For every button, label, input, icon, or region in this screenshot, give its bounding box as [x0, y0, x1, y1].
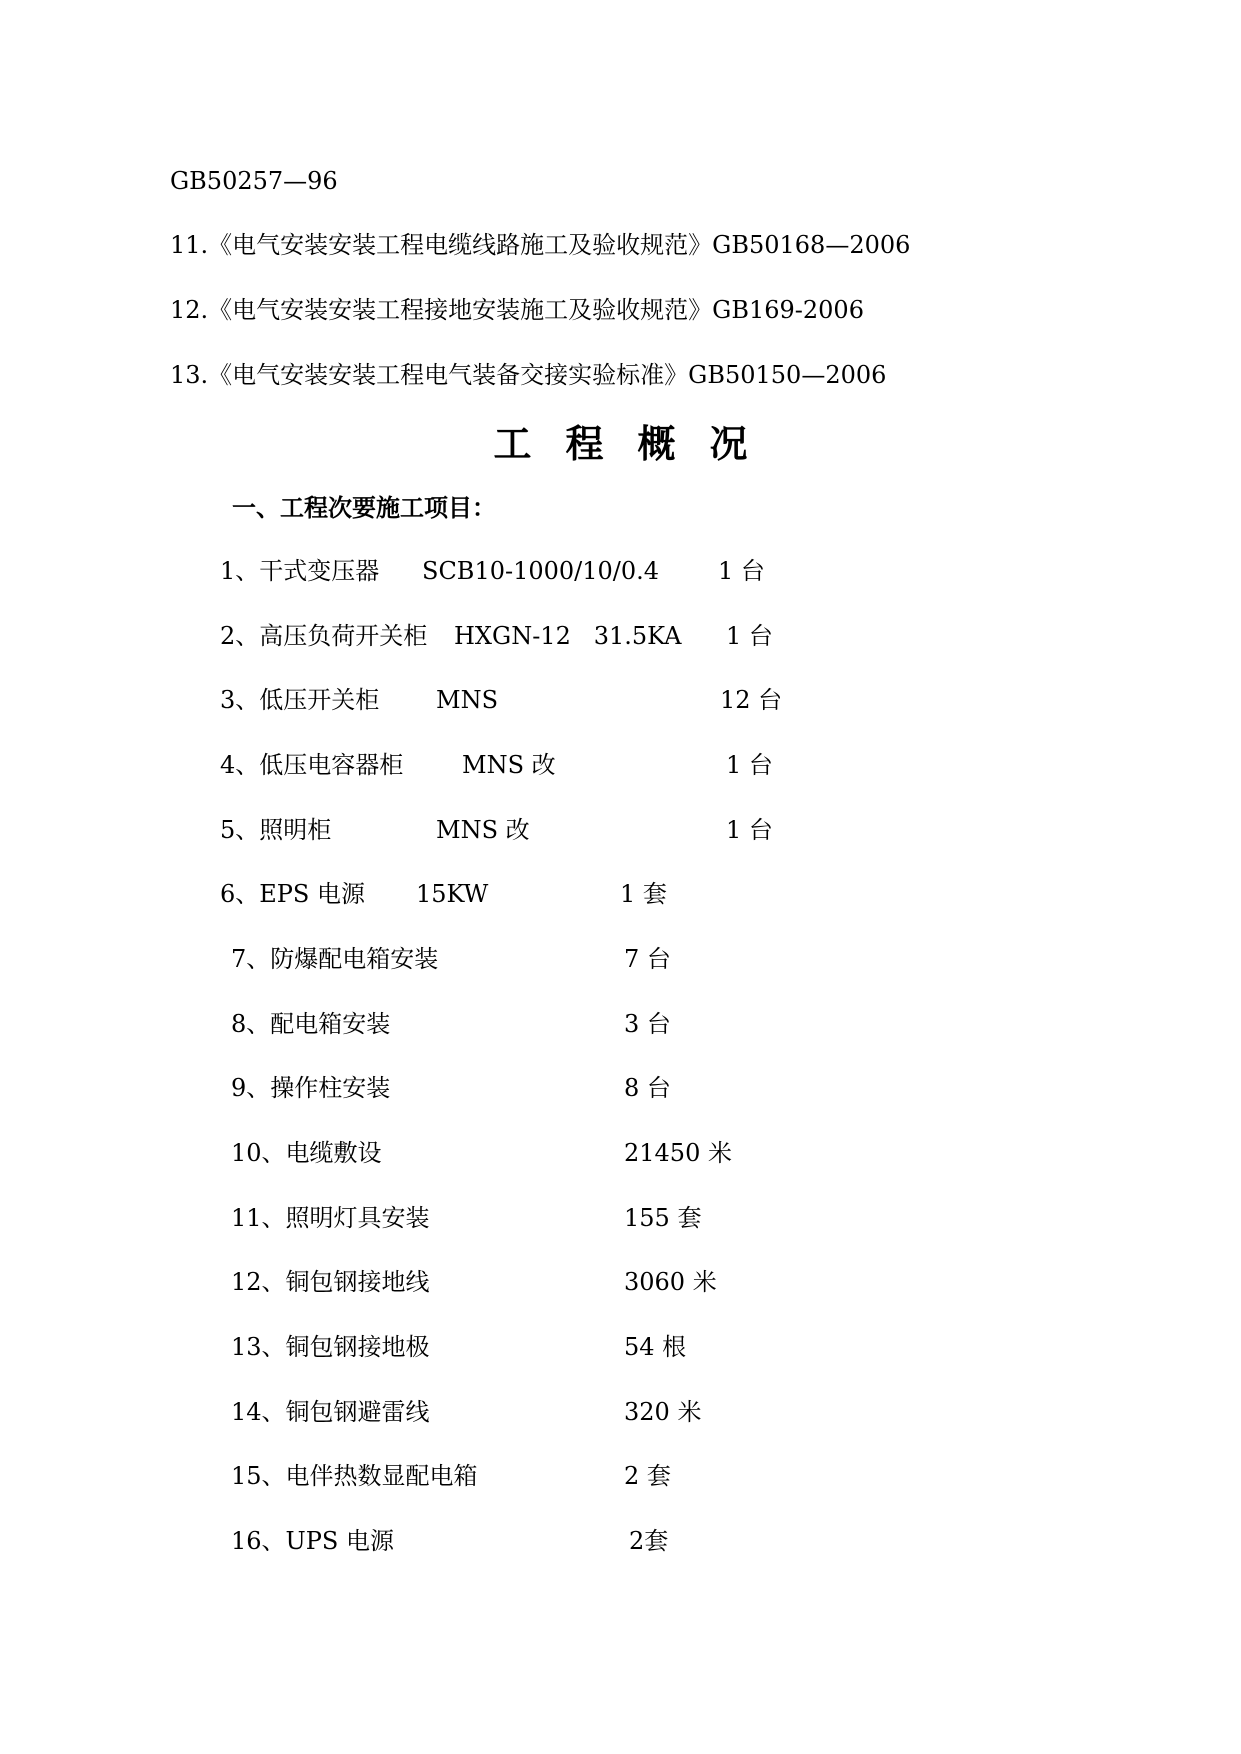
item-qty: 1 台 — [726, 622, 773, 650]
item-qty: 1 台 — [726, 816, 773, 844]
item-qty: 1 台 — [718, 557, 765, 585]
item-name: 2、高压负荷开关柜 — [220, 622, 428, 650]
item-name: 1、干式变压器 — [220, 557, 380, 585]
item-name: 16、UPS 电源 — [231, 1527, 394, 1555]
list-item — [220, 815, 773, 845]
item-qty: 2 套 — [624, 1462, 671, 1490]
standard-line-13: 13.《电气安装安装工程电气装备交接实验标准》GB50150—2006 — [170, 361, 887, 389]
list-item — [231, 1461, 671, 1491]
item-name: 10、电缆敷设 — [231, 1139, 382, 1167]
item-qty: 3 台 — [624, 1010, 671, 1038]
item-spec: MNS 改 — [436, 816, 530, 844]
item-name: 3、低压开关柜 — [220, 686, 380, 714]
item-qty: 3060 米 — [624, 1268, 717, 1296]
item-name: 6、EPS 电源 — [220, 880, 366, 908]
item-name: 4、低压电容器柜 — [220, 751, 404, 779]
item-name: 9、操作柱安装 — [231, 1074, 391, 1102]
item-qty: 320 米 — [624, 1398, 702, 1426]
item-name: 7、防爆配电箱安装 — [231, 945, 439, 973]
standard-line-gb50257: GB50257—96 — [170, 167, 338, 195]
list-item — [220, 556, 765, 586]
list-item — [231, 1526, 669, 1556]
standard-line-12: 12.《电气安装安装工程接地安装施工及验收规范》GB169-2006 — [170, 296, 864, 324]
item-spec: MNS — [436, 686, 499, 714]
list-item — [220, 879, 667, 909]
item-qty: 54 根 — [624, 1333, 687, 1361]
item-spec: SCB10-1000/10/0.4 — [422, 557, 660, 585]
item-qty: 1 台 — [726, 751, 773, 779]
item-qty: 7 台 — [624, 945, 671, 973]
page-title: 工程概况 — [493, 421, 782, 466]
list-item — [231, 1397, 702, 1427]
list-item — [231, 1203, 702, 1233]
item-qty: 8 台 — [624, 1074, 671, 1102]
list-item — [231, 1267, 717, 1297]
item-name: 14、铜包钢避雷线 — [231, 1398, 430, 1426]
list-item — [231, 1138, 732, 1168]
list-item — [231, 1332, 687, 1362]
item-qty: 21450 米 — [624, 1139, 732, 1167]
standard-line-11: 11.《电气安装安装工程电缆线路施工及验收规范》GB50168—2006 — [170, 231, 911, 259]
item-qty: 2套 — [629, 1527, 669, 1555]
item-name: 13、铜包钢接地极 — [231, 1333, 430, 1361]
item-qty: 1 套 — [620, 880, 667, 908]
section-heading: 一、工程次要施工项目： — [232, 493, 496, 522]
list-item — [220, 750, 773, 780]
list-item — [231, 944, 671, 974]
item-qty: 155 套 — [624, 1204, 702, 1232]
item-spec: MNS 改 — [462, 751, 556, 779]
list-item — [231, 1073, 671, 1103]
item-name: 8、配电箱安装 — [231, 1010, 391, 1038]
item-qty: 12 台 — [720, 686, 783, 714]
item-name: 12、铜包钢接地线 — [231, 1268, 430, 1296]
item-name: 15、电伴热数显配电箱 — [231, 1462, 478, 1490]
item-name: 5、照明柜 — [220, 816, 332, 844]
item-spec: 15KW — [416, 880, 489, 908]
list-item — [231, 1009, 671, 1039]
item-name: 11、照明灯具安装 — [231, 1204, 430, 1232]
list-item — [220, 621, 773, 651]
item-spec: HXGN-12 31.5KA — [454, 622, 682, 650]
list-item — [220, 685, 783, 715]
